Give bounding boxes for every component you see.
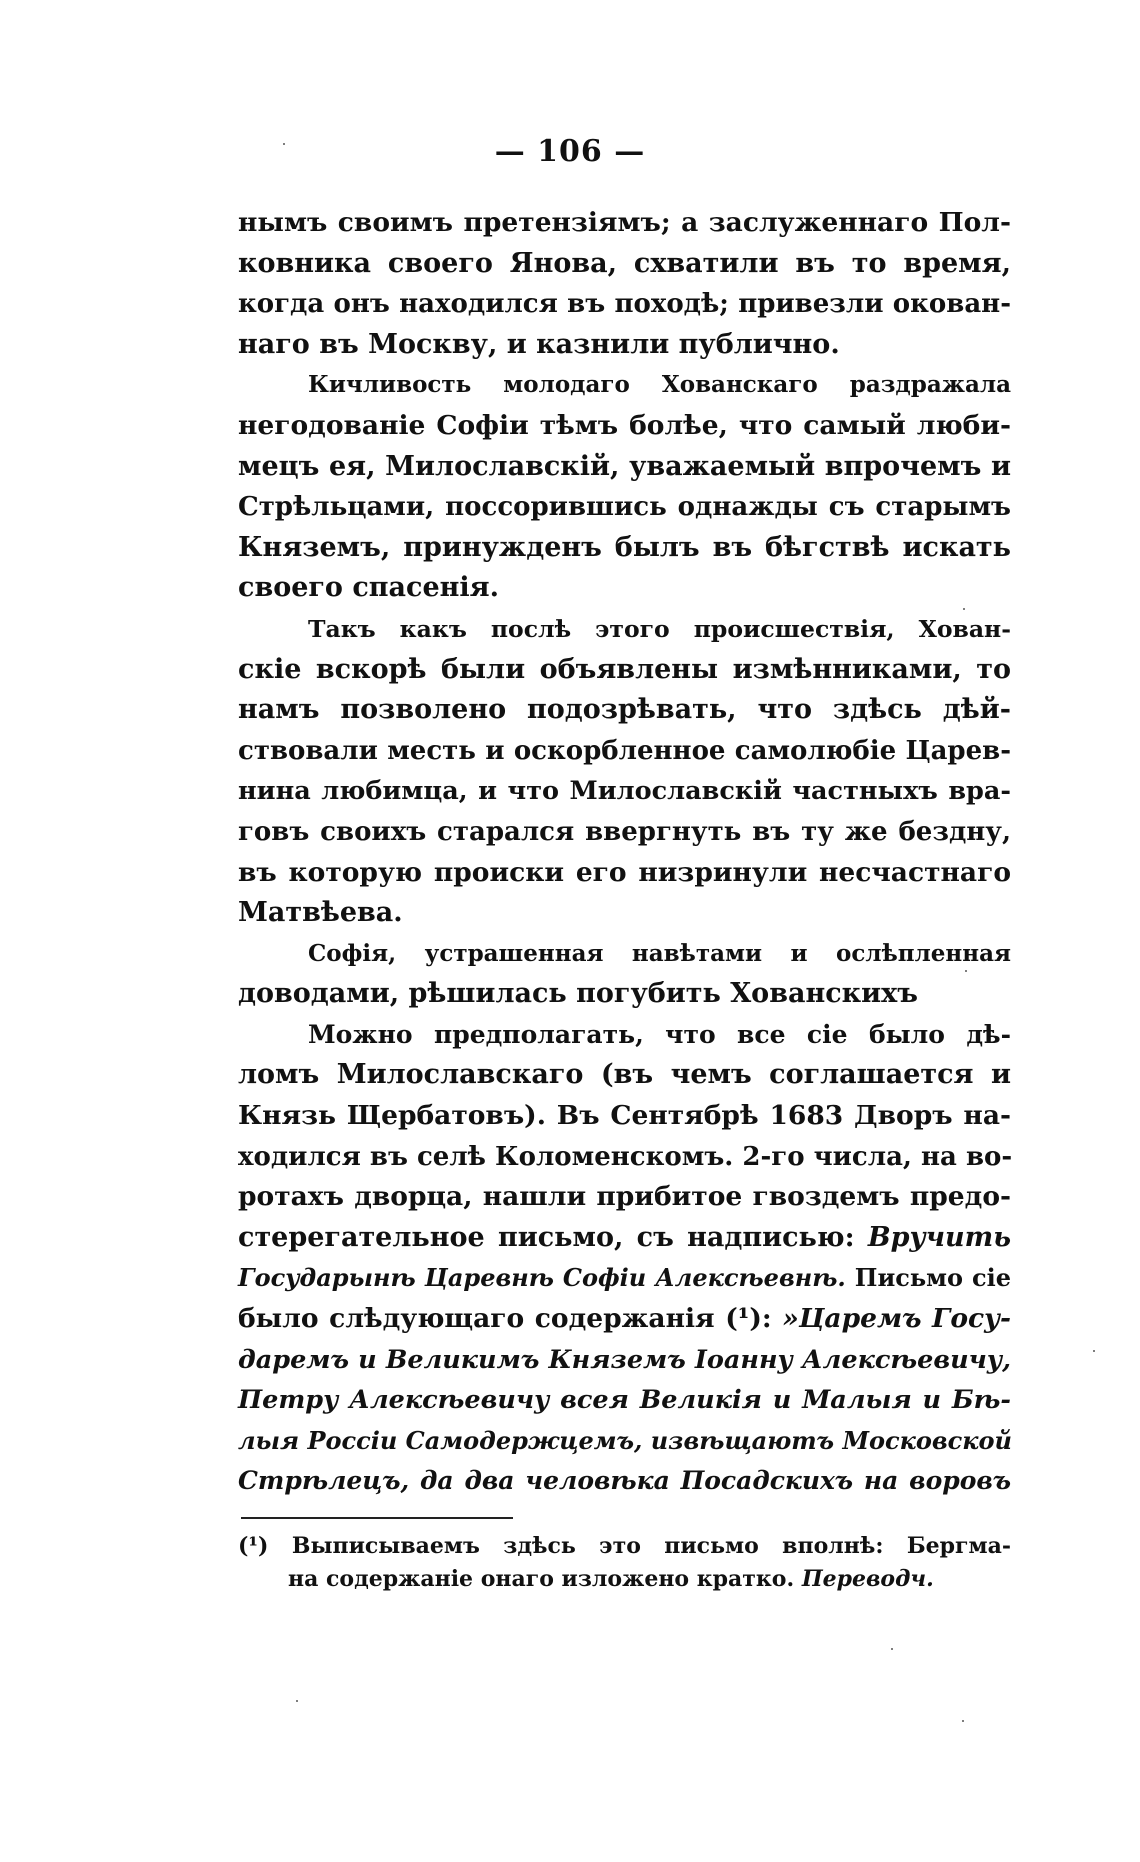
paper-speck <box>283 143 285 145</box>
footnote-line: (¹) Выписываемъ здѣсь это письмо вполнѣ: Бергма- <box>238 1533 1011 1559</box>
text-line: Стрѣльцами, поссорившись однажды съ старымъ <box>238 492 1011 523</box>
text-line: Стрѣлецъ, да два человѣка Посадскихъ на воровъ <box>238 1466 1011 1496</box>
text-line-italic: Государынѣ Царевнѣ Софіи Алексѣевнѣ. <box>238 1263 846 1293</box>
text-line: доводами, рѣшилась погубить Хованскихъ <box>238 978 918 1010</box>
text-line-regular: стерегательное письмо, съ надписью: <box>238 1221 855 1253</box>
text-line-regular: Письмо сіе <box>854 1263 1012 1293</box>
paper-speck <box>1093 1350 1095 1352</box>
text-line: ствовали месть и оскорбленное самолюбіе Царев- <box>238 735 1011 766</box>
paragraph-start-line: Софія, устрашенная навѣтами и ослѣпленная <box>308 939 1011 967</box>
text-line: Княземъ, принужденъ былъ въ бѣгствѣ искать <box>238 531 1011 563</box>
text-line-italic: Вручить <box>867 1221 1012 1253</box>
paper-speck <box>962 1720 964 1722</box>
text-line: намъ позволено подозрѣвать, что здѣсь дѣй- <box>238 694 1011 726</box>
paper-speck <box>296 1700 298 1702</box>
text-line: нымъ своимъ претензіямъ; а заслуженнаго Пол- <box>238 207 1011 238</box>
text-line: нина любимца, и что Милославскій частныхъ вра- <box>238 776 1011 807</box>
text-line: въ которую происки его низринули несчастнаго <box>238 856 1011 888</box>
text-line: Матвѣева. <box>238 897 403 929</box>
page-number: — 106 — <box>494 134 646 169</box>
paragraph-start-line: Такъ какъ послѣ этого происшествія, Хован- <box>308 614 1011 643</box>
text-line: Петру Алексѣевичу всея Великія и Малыя и Бѣ- <box>238 1385 1011 1416</box>
footnote <box>238 1530 1011 1596</box>
paragraph-start-line: Можно предполагать, что все сіе было дѣ- <box>308 1019 1011 1049</box>
text-line: скіе вскорѣ были объявлены измѣнниками, то <box>238 653 1011 685</box>
footnote-text: на содержаніе онаго изложено кратко. <box>288 1566 795 1592</box>
text-line <box>238 1299 1011 1340</box>
paragraph-start-line: Кичливость молодаго Хованскаго раздражала <box>308 371 1011 399</box>
text-line: когда онъ находился въ походѣ; привезли окован- <box>238 289 1011 320</box>
text-line: ротахъ дворца, нашли прибитое гвоздемъ предо- <box>238 1181 1011 1213</box>
text-line <box>238 1218 1011 1259</box>
text-line: Князь Щербатовъ). Въ Сентябрѣ 1683 Дворъ на- <box>238 1100 1011 1132</box>
text-line: даремъ и Великимъ Княземъ Іоанну Алексѣевичу, <box>238 1344 1011 1375</box>
main-text <box>238 203 1011 1502</box>
text-line: мецъ ея, Милославскій, уважаемый впрочемъ и <box>238 450 1011 482</box>
text-line-italic: »Царемъ Госу- <box>782 1303 1011 1335</box>
footnote-divider <box>241 1517 513 1519</box>
text-line-regular: было слѣдующаго содержанія (¹): <box>238 1303 772 1335</box>
text-line: ходился въ селѣ Коломенскомъ. 2-го числа, на во- <box>238 1141 1013 1172</box>
paper-speck <box>965 970 967 972</box>
paper-speck <box>963 608 965 610</box>
paper-speck <box>891 1648 893 1650</box>
text-line: ковника своего Янова, схватили въ то время, <box>238 247 1011 279</box>
text-line: говъ своихъ старался ввергнуть въ ту же бездну, <box>238 816 1011 847</box>
text-line <box>238 1258 1011 1299</box>
footnote-line <box>238 1563 1011 1596</box>
footnote-italic: Переводч. <box>801 1566 934 1592</box>
text-line: наго въ Москву, и казнили публично. <box>238 328 840 360</box>
text-line: ломъ Милославскаго (въ чемъ соглашается и <box>238 1059 1011 1091</box>
text-line: своего спасенія. <box>238 572 500 604</box>
text-line: негодованіе Софіи тѣмъ болѣе, что самый люби- <box>238 409 1011 441</box>
text-line: лыя Россіи Самодержцемъ, извѣщаютъ Московской <box>238 1425 1012 1455</box>
